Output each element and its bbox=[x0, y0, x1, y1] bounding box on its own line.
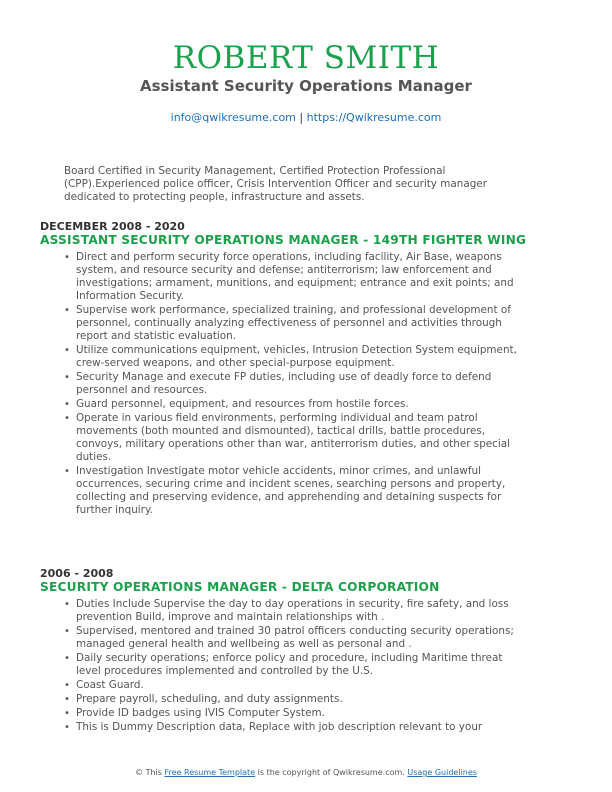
summary-paragraph: Board Certified in Security Management, Certified Protection Professional (CPP).Experienced police officer, Crisis Intervention Officer and security manager dedicated to protecting people, infrastructure and assets. bbox=[64, 165, 487, 203]
bullet-icon: • bbox=[64, 599, 70, 610]
list-item: • Direct and perform security force operations, including facility, Air Base, weapons system, and resource security and defense; antiterrorism; law enforcement and investigations; armament, munitions, and equipment; entrance and exit points; and Information Security. bbox=[64, 251, 514, 302]
list-item: • Guard personnel, equipment, and resources from hostile forces. bbox=[64, 398, 409, 410]
list-item: • Coast Guard. bbox=[64, 679, 144, 691]
list-item: • Supervised, mentored and trained 30 patrol officers conducting security operations; managed general health and wellbeing as well as personal and . bbox=[64, 625, 514, 650]
list-item: • Provide ID badges using IVIS Computer System. bbox=[64, 707, 325, 719]
list-item: • Daily security operations; enforce policy and procedure, including Maritime threat level procedures implemented and controlled by the U.S. bbox=[64, 652, 503, 677]
job-dates: DECEMBER 2008 - 2020 bbox=[40, 220, 185, 233]
list-item: • Operate in various field environments, performing individual and team patrol movements (both mounted and dismounted), tactical drills, battle procedures, convoys, military operations other than war, antiterrorism duties, and other special duties. bbox=[64, 412, 511, 463]
bullet-icon: • bbox=[64, 345, 70, 356]
bullet-icon: • bbox=[64, 399, 70, 410]
list-item: • Utilize communications equipment, vehicles, Intrusion Detection System equipment, crew-served weapons, and other special-purpose equipment. bbox=[64, 344, 517, 369]
footer-prefix: © This bbox=[135, 768, 162, 777]
bullet-icon: • bbox=[64, 372, 70, 383]
list-item: • Supervise work performance, specialized training, and professional development of personnel, continually analyzing effectiveness of personnel and activities through report and statistic evaluation. bbox=[64, 304, 511, 342]
copyright-footer bbox=[0, 768, 612, 778]
list-item: • Prepare payroll, scheduling, and duty assignments. bbox=[64, 693, 343, 705]
bullet-icon: • bbox=[64, 708, 70, 719]
job-duties-list bbox=[40, 251, 580, 517]
list-item: • This is Dummy Description data, Replace with job description relevant to your bbox=[64, 721, 483, 733]
job-title: ASSISTANT SECURITY OPERATIONS MANAGER - 149TH FIGHTER WING bbox=[40, 233, 527, 247]
list-item: • Investigation Investigate motor vehicle accidents, minor crimes, and unlawful occurrences, securing crime and incident scenes, searching persons and property, collecting and preserving evidence, and apprehending and detaining suspects for further inquiry. bbox=[64, 465, 506, 516]
free-resume-template-link[interactable]: Free Resume Template bbox=[164, 768, 256, 777]
bullet-icon: • bbox=[64, 680, 70, 691]
job-title: SECURITY OPERATIONS MANAGER - DELTA CORPORATION bbox=[40, 580, 440, 594]
usage-guidelines-link[interactable]: Usage Guidelines bbox=[407, 768, 477, 777]
contact-separator: | bbox=[299, 111, 304, 124]
bullet-icon: • bbox=[64, 722, 70, 733]
footer-middle: is the copyright of Qwikresume.com. bbox=[257, 768, 405, 777]
bullet-icon: • bbox=[64, 694, 70, 705]
list-item: • Security Manage and execute FP duties, including use of deadly force to defend personnel and resources. bbox=[64, 371, 492, 396]
candidate-title: Assistant Security Operations Manager bbox=[140, 77, 472, 95]
website-link[interactable]: https://Qwikresume.com bbox=[306, 111, 442, 124]
candidate-name: ROBERT SMITH bbox=[172, 40, 440, 76]
email-link[interactable]: info@qwikresume.com bbox=[170, 111, 296, 124]
contact-line bbox=[0, 111, 612, 125]
experience-entry-2 bbox=[40, 567, 580, 735]
bullet-icon: • bbox=[64, 466, 70, 477]
bullet-icon: • bbox=[64, 252, 70, 263]
bullet-icon: • bbox=[64, 653, 70, 664]
bullet-icon: • bbox=[64, 626, 70, 637]
job-dates: 2006 - 2008 bbox=[40, 567, 114, 580]
list-item: • Duties Include Supervise the day to day operations in security, fire safety, and loss prevention Build, improve and maintain relationships with . bbox=[64, 598, 509, 623]
experience-entry-1 bbox=[40, 220, 580, 518]
bullet-icon: • bbox=[64, 413, 70, 424]
bullet-icon: • bbox=[64, 305, 70, 316]
job-duties-list bbox=[40, 598, 580, 734]
